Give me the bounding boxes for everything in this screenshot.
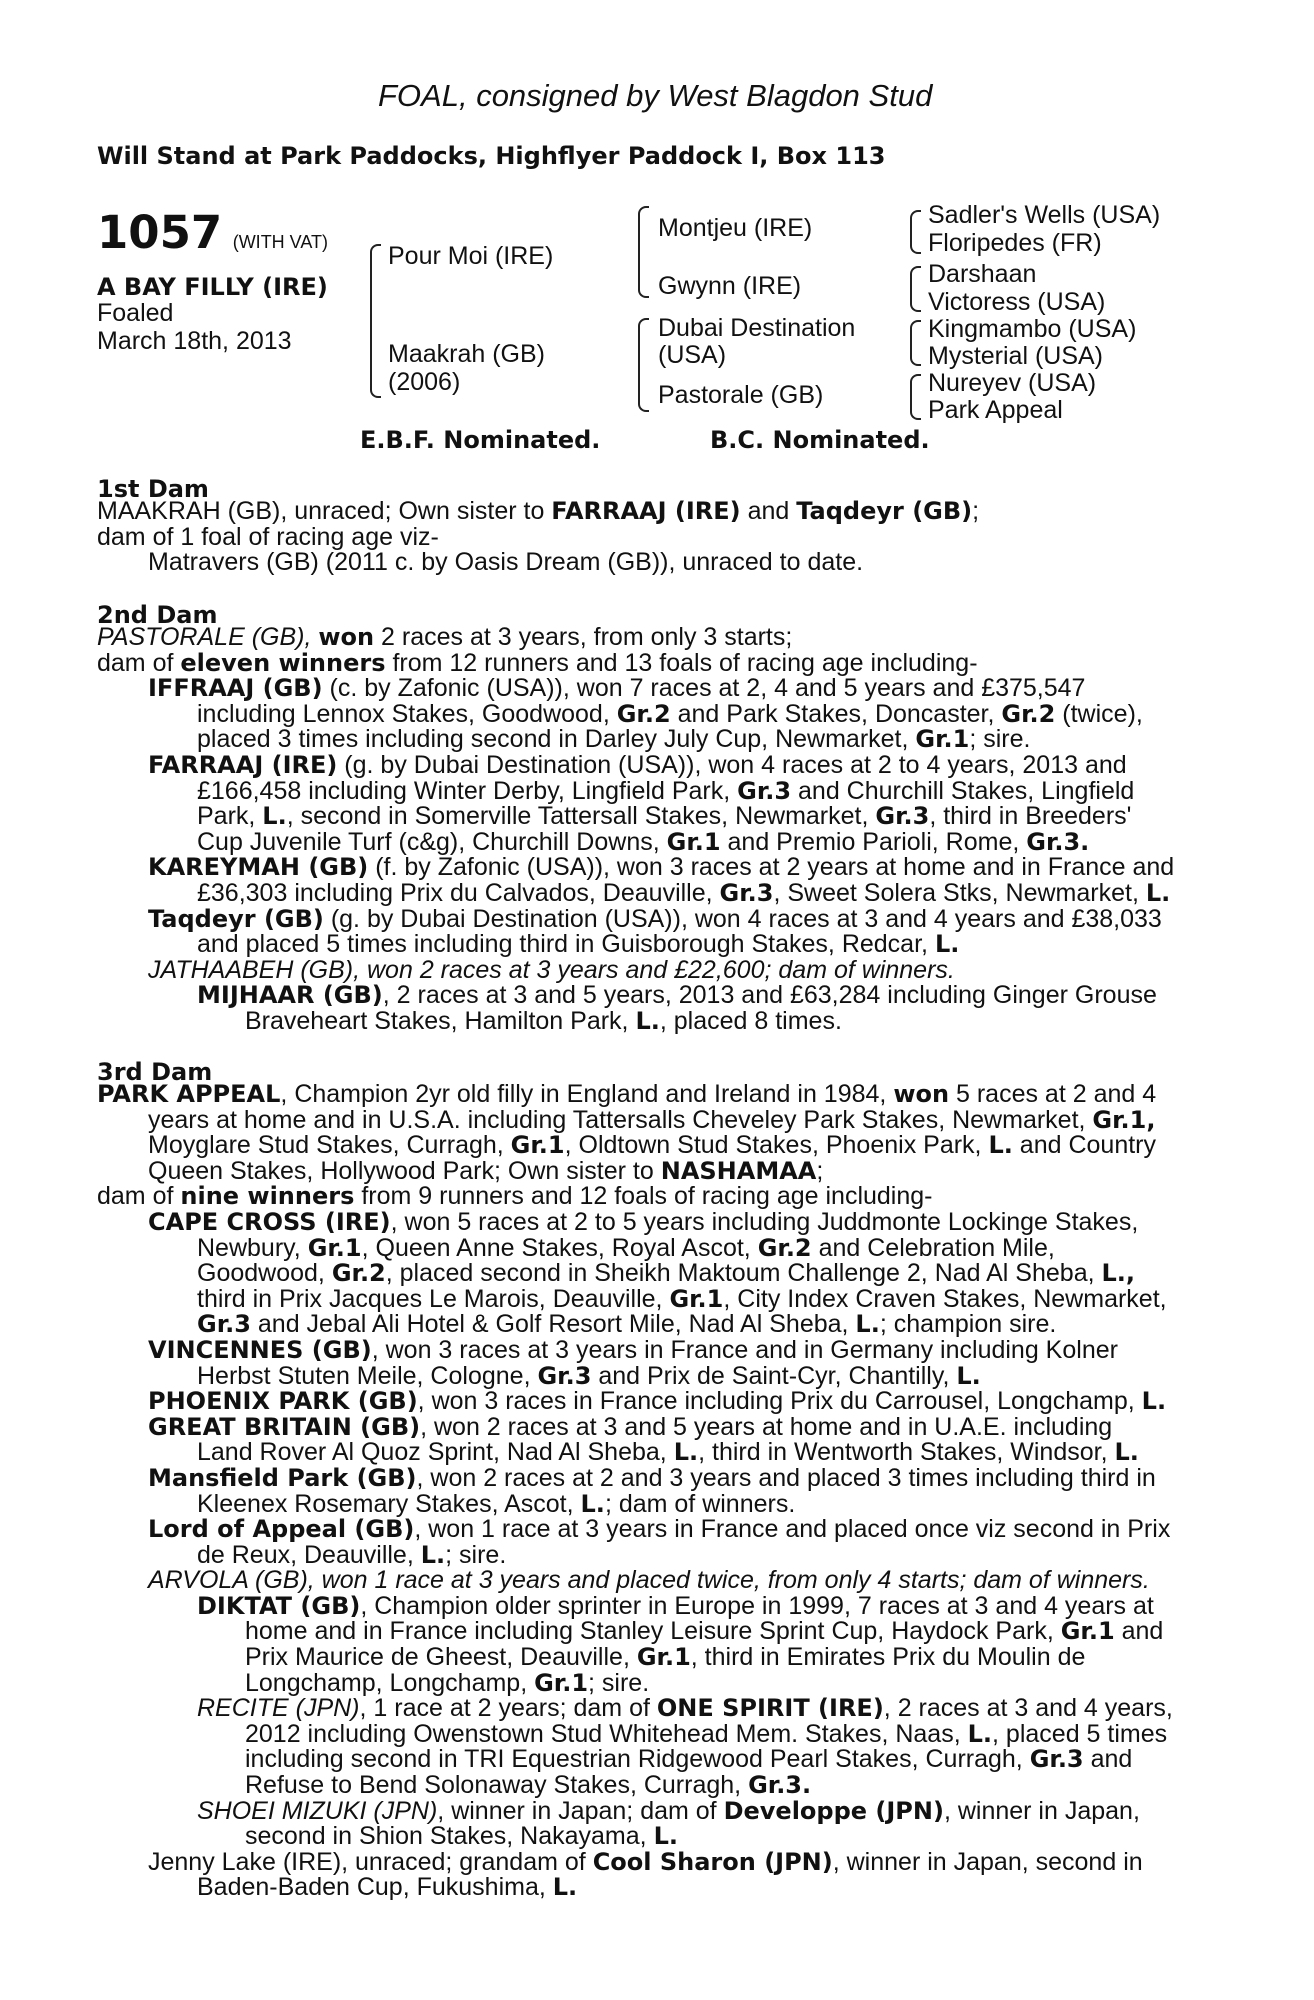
text-run: including Lennox Stakes, Goodwood, [197, 699, 617, 728]
text-run: L. [580, 1489, 605, 1518]
text-run: Gr.1 [636, 1643, 691, 1672]
pedigree-brace-3a [910, 210, 921, 254]
text-run: eleven winners [180, 648, 386, 677]
text-run: L. [653, 1822, 678, 1851]
text-line [97, 1261, 1197, 1287]
text-line [97, 1440, 1197, 1466]
text-run: Kleenex Rosemary Stakes, Ascot, [197, 1489, 581, 1518]
text-run: dam of [97, 648, 181, 677]
text-run: and Churchill Stakes, Lingfield [791, 776, 1135, 805]
text-run: home and in France including Stanley Leisure Sprint Cup, Haydock Park, [245, 1617, 1061, 1646]
text-line [97, 1773, 1197, 1799]
text-run: , City Index Craven Stakes, Newmarket, [723, 1284, 1167, 1313]
text-run: , placed 5 times [992, 1719, 1168, 1748]
text-run: Gr.1 [534, 1668, 589, 1697]
text-run: PHOENIX PARK (GB) [148, 1387, 418, 1416]
text-run: Gr.3. [748, 1771, 812, 1800]
text-run: and Premio Parioli, Rome, [720, 827, 1027, 856]
text-run: , second in Somerville Tattersall Stakes, Newmarket, [286, 802, 876, 831]
text-run: GREAT BRITAIN (GB) [148, 1412, 421, 1441]
text-run: , 2 races at 3 and 4 years, [883, 1694, 1173, 1723]
text-run: £166,458 including Winter Derby, Lingfield Park, [197, 776, 738, 805]
text-run: , winner in Japan; dam of [437, 1796, 724, 1825]
text-run: ; [816, 1156, 824, 1185]
text-line [97, 1133, 1197, 1159]
text-run: Gr.3 [719, 878, 774, 907]
text-line [97, 1645, 1197, 1671]
dams-sire-line2: (USA) [658, 341, 727, 369]
g3-sire-4: Nureyev (USA) [928, 369, 1097, 397]
text-run: won [318, 623, 375, 651]
text-run: , winner in Japan, [943, 1796, 1140, 1825]
text-run: , placed 8 times. [659, 1006, 842, 1035]
text-run: L. [635, 1006, 660, 1035]
text-line [97, 1875, 1197, 1901]
text-run: , Sweet Solera Stks, Newmarket, [773, 878, 1146, 907]
text-run: Newbury, [197, 1233, 308, 1262]
text-run: nine winners [180, 1182, 355, 1211]
text-run: Gr.1, [1092, 1105, 1156, 1134]
text-run: MIJHAAR (GB) [197, 981, 383, 1010]
text-run: ; sire. [588, 1668, 650, 1697]
first-dam-heading: 1st Dam [97, 475, 209, 503]
text-run: VINCENNES (GB) [148, 1335, 372, 1364]
pedigree-brace-2b [638, 318, 649, 412]
text-line [97, 1184, 1197, 1210]
text-run: , third in Breeders' [929, 802, 1132, 831]
text-run: Queen Stakes, Hollywood Park; Own sister to [148, 1156, 661, 1185]
text-line [97, 855, 1197, 881]
horse-name: A BAY FILLY (IRE) [97, 273, 328, 301]
text-run: second in Shion Stakes, Nakayama, [245, 1822, 654, 1851]
g3-sire-3: Kingmambo (USA) [928, 315, 1137, 343]
text-line [97, 1847, 1197, 1876]
text-line [97, 983, 1197, 1009]
text-run: Gr.1 [1060, 1617, 1115, 1646]
text-run: Gr.3 [1029, 1745, 1084, 1774]
bc-nominated: B.C. Nominated. [710, 426, 930, 454]
text-run: , placed second in Sheikh Maktoum Challenge 2, Nad Al Sheba, [385, 1259, 1102, 1288]
text-run: including second in TRI Equestrian Ridgewood Pearl Stakes, Curragh, [245, 1745, 1030, 1774]
text-run: years at home and in U.S.A. including Tattersalls Cheveley Park Stakes, Newmarket, [148, 1105, 1093, 1134]
text-run: from 9 runners and 12 foals of racing age including- [354, 1182, 933, 1211]
text-run: won [893, 1080, 950, 1108]
text-run: Gr.3. [1026, 827, 1090, 856]
text-line [97, 727, 1197, 753]
g3-dam-4: Park Appeal [928, 396, 1063, 424]
text-run: (twice), [1055, 699, 1143, 728]
text-run: , winner in Japan, second in [832, 1847, 1143, 1876]
text-line [97, 1719, 1197, 1748]
text-line [97, 625, 1197, 651]
text-run: ONE SPIRIT (IRE) [656, 1694, 884, 1723]
text-run: Taqdeyr (GB) [148, 904, 324, 933]
text-run: CAPE CROSS (IRE) [148, 1207, 391, 1236]
text-run: (g. by Dubai Destination (USA)), won 4 races at 2 to 4 years, 2013 and [337, 750, 1127, 779]
text-run: and Prix de Saint-Cyr, Chantilly, [591, 1361, 957, 1390]
text-run: Gr.1 [915, 725, 970, 754]
pedigree-brace-3b [910, 266, 921, 312]
text-run: Developpe (JPN) [723, 1796, 944, 1825]
text-run: Gr.3 [537, 1361, 592, 1390]
text-run: from 12 runners and 13 foals of racing age including- [385, 648, 978, 677]
text-run: KAREYMAH (GB) [148, 853, 369, 882]
text-line [97, 1207, 1197, 1236]
text-run: , won 3 races at 3 years in France and in Germany including Kolner [371, 1335, 1118, 1364]
text-run: L. [1145, 878, 1171, 907]
text-line: ARVOLA (GB), won 1 race at 3 years and placed twice, from only 4 starts; dam of winners. [148, 1566, 1150, 1595]
foaled-date: March 18th, 2013 [97, 327, 292, 355]
text-run: Lord of Appeal (GB) [148, 1515, 415, 1544]
pedigree-brace-3c [910, 320, 921, 366]
text-run: Gr.2 [616, 699, 671, 728]
text-run: and Celebration Mile, [811, 1233, 1055, 1262]
text-run: de Reux, Deauville, [197, 1540, 421, 1569]
text-run: 2 races at 3 years, from only 3 starts; [374, 623, 793, 651]
sires-dam: Gwynn (IRE) [658, 272, 802, 300]
pedigree-brace-2a [638, 206, 649, 298]
text-run: L. [420, 1540, 446, 1569]
text-run: PARK APPEAL [97, 1080, 281, 1108]
dams-sire-line1: Dubai Destination [658, 314, 856, 342]
second-dam-text [97, 625, 1197, 1035]
text-run: L. [956, 1361, 981, 1390]
pedigree-brace-1 [370, 244, 381, 398]
text-line [97, 1284, 1197, 1313]
text-line [97, 1619, 1197, 1645]
vat-note: (WITH VAT) [232, 232, 329, 252]
first-dam-l1c: and [740, 497, 797, 525]
first-dam-taqdeyr: Taqdeyr (GB) [796, 497, 973, 525]
text-run: , 1 race at 2 years; dam of [359, 1694, 657, 1723]
text-run: Refuse to Bend Solonaway Stakes, Curragh, [245, 1771, 749, 1800]
text-line [97, 1006, 1197, 1035]
text-run: Baden-Baden Cup, Fukushima, [197, 1873, 553, 1902]
dam-year: (2006) [388, 368, 461, 396]
first-dam-l2: dam of 1 foal of racing age viz- [97, 522, 439, 551]
consignment-title: FOAL, consigned by West Blagdon Stud [378, 78, 933, 113]
text-run: Longchamp, Longchamp, [245, 1668, 535, 1697]
text-line [97, 932, 1197, 958]
text-run: Gr.2 [331, 1259, 386, 1288]
third-dam-text [97, 1082, 1197, 1901]
text-run: L. [855, 1310, 880, 1339]
text-run: , won 5 races at 2 to 5 years including Juddmonte Lockinge Stakes, [390, 1207, 1139, 1236]
text-line [97, 1105, 1197, 1134]
text-line [97, 1412, 1197, 1441]
text-run: , won 1 race at 3 years in France and placed once viz second in Prix [414, 1515, 1171, 1544]
text-run: , won 3 races in France including Prix du Carrousel, Longchamp, [417, 1387, 1142, 1416]
g3-dam-2: Victoress (USA) [928, 288, 1106, 316]
text-run: Land Rover Al Quoz Sprint, Nad Al Sheba, [197, 1438, 674, 1467]
text-run: L. [552, 1873, 578, 1902]
text-run: and Jebal Ali Hotel & Golf Resort Mile, Nad Al Sheba, [250, 1310, 856, 1339]
lot-number: 1057 [97, 206, 223, 259]
text-run: SHOEI MIZUKI (JPN) [197, 1796, 438, 1825]
text-line [97, 750, 1197, 779]
text-line [97, 1591, 1197, 1620]
text-run: Moyglare Stud Stakes, Curragh, [148, 1131, 511, 1160]
sires-sire: Montjeu (IRE) [658, 214, 813, 242]
text-run: Gr.2 [1001, 699, 1056, 728]
text-run: (g. by Dubai Destination (USA)), won 4 races at 3 and 4 years and £38,033 [323, 904, 1162, 933]
text-run: £36,303 including Prix du Calvados, Deauville, [197, 878, 720, 907]
text-run: , third in Wentworth Stakes, Windsor, [698, 1438, 1115, 1467]
text-run: and [1083, 1745, 1133, 1774]
text-line [97, 676, 1197, 702]
text-run: , third in Emirates Prix du Moulin de [690, 1643, 1086, 1672]
text-line [97, 827, 1197, 856]
text-run: 5 races at 2 and 4 [949, 1080, 1157, 1108]
text-line [97, 804, 1197, 830]
text-run: IFFRAAJ (GB) [148, 674, 323, 703]
text-run: NASHAMAA [660, 1156, 817, 1185]
ebf-nominated: E.B.F. Nominated. [360, 426, 601, 454]
lot-number-block [97, 206, 328, 259]
text-line [97, 1389, 1197, 1415]
text-run: Jenny Lake (IRE), unraced; grandam of [148, 1847, 593, 1876]
text-line [97, 1824, 1197, 1850]
text-run: , Queen Anne Stakes, Royal Ascot, [361, 1233, 758, 1262]
first-dam-l1e: ; [972, 497, 980, 525]
text-run: L. [967, 1719, 993, 1748]
text-run: L. [934, 930, 960, 959]
text-run: ; dam of winners. [604, 1489, 796, 1518]
g3-dam-1: Floripedes (FR) [928, 229, 1102, 257]
g3-dam-3: Mysterial (USA) [928, 342, 1104, 370]
text-line [97, 1335, 1197, 1364]
text-line [97, 1796, 1197, 1825]
text-run: placed 3 times including second in Darley July Cup, Newmarket, [197, 725, 916, 754]
text-run: Park, [197, 802, 263, 831]
text-run: Gr.1 [307, 1233, 362, 1262]
first-dam-l1a: MAAKRAH (GB), unraced; Own sister to [97, 497, 552, 525]
text-run: ; sire. [445, 1540, 507, 1569]
text-run: and placed 5 times including third in Guisborough Stakes, Redcar, [197, 930, 935, 959]
foaled-label: Foaled [97, 299, 174, 327]
sire: Pour Moi (IRE) [388, 242, 554, 270]
text-run: Cool Sharon (JPN) [592, 1847, 833, 1876]
first-dam-text [97, 499, 1197, 576]
text-run: Gr.3 [875, 802, 930, 831]
text-run: Gr.2 [757, 1233, 812, 1262]
g3-sire-2: Darshaan [928, 260, 1037, 288]
text-run: Herbst Stuten Meile, Cologne, [197, 1361, 538, 1390]
text-line [97, 1540, 1197, 1569]
text-line [97, 1668, 1197, 1697]
text-run: , 2 races at 3 and 5 years, 2013 and £63,284 including Ginger Grouse [382, 981, 1157, 1010]
text-line [97, 1489, 1197, 1518]
text-run: third in Prix Jacques Le Marois, Deauville, [197, 1284, 670, 1313]
text-run: ; champion sire. [879, 1310, 1057, 1339]
text-line [97, 1361, 1197, 1390]
text-run: Prix Maurice de Gheest, Deauville, [245, 1643, 637, 1672]
text-run: 2012 including Owenstown Stud Whitehead Mem. Stakes, Naas, [245, 1719, 968, 1748]
text-line [97, 1233, 1197, 1262]
text-run: ; sire. [969, 725, 1031, 754]
text-run: Gr.3 [197, 1310, 251, 1339]
second-dam-heading: 2nd Dam [97, 601, 218, 629]
text-run: RECITE (JPN) [197, 1694, 360, 1723]
text-run: DIKTAT (GB) [197, 1591, 361, 1620]
text-line: JATHAABEH (GB), won 2 races at 3 years and £22,600; dam of winners. [148, 955, 955, 984]
text-line [97, 1696, 1197, 1722]
text-line [97, 1517, 1197, 1543]
dam: Maakrah (GB) [388, 340, 545, 368]
text-run: Gr.1 [666, 827, 721, 856]
text-run: Cup Juvenile Turf (c&g), Churchill Downs, [197, 827, 667, 856]
text-run: L. [1114, 1438, 1139, 1467]
text-run: L., [1101, 1259, 1136, 1288]
text-line [97, 1747, 1197, 1773]
text-run: PASTORALE (GB), [97, 623, 319, 651]
text-run: , Champion 2yr old filly in England and Ireland in 1984, [280, 1080, 894, 1108]
text-line [97, 499, 1197, 525]
text-run: (f. by Zafonic (USA)), won 3 races at 2 years at home and in France and [368, 853, 1175, 882]
text-run: dam of [97, 1182, 181, 1211]
g3-sire-1: Sadler's Wells (USA) [928, 201, 1161, 229]
text-line [97, 699, 1197, 728]
text-run: (c. by Zafonic (USA)), won 7 races at 2, 4 and 5 years and £375,547 [322, 674, 1086, 703]
text-run: Braveheart Stakes, Hamilton Park, [245, 1006, 636, 1035]
text-line [97, 1312, 1197, 1338]
first-dam-l3: Matravers (GB) (2011 c. by Oasis Dream (GB)), unraced to date. [148, 548, 864, 577]
text-run: L. [262, 802, 287, 831]
text-run: L. [988, 1131, 1013, 1160]
text-line [97, 776, 1197, 805]
text-run: Gr.1 [669, 1284, 724, 1313]
text-run: L. [673, 1438, 699, 1467]
text-run: and Country [1012, 1131, 1156, 1160]
pedigree-brace-3d [910, 374, 921, 420]
text-run: Gr.3 [737, 776, 792, 805]
text-line [97, 1463, 1197, 1492]
text-run: FARRAAJ (IRE) [148, 750, 338, 779]
text-run: and Park Stakes, Doncaster, [670, 699, 1002, 728]
text-line [97, 648, 1197, 677]
text-line [97, 1156, 1197, 1185]
text-run: , won 2 races at 2 and 3 years and placed 3 times including third in [416, 1463, 1156, 1492]
text-run: , Champion older sprinter in Europe in 1999, 7 races at 3 and 4 years at [360, 1591, 1154, 1620]
text-run: Mansfield Park (GB) [148, 1463, 417, 1492]
text-run: and [1114, 1617, 1164, 1646]
first-dam-farraaj: FARRAAJ (IRE) [551, 497, 741, 525]
dams-dam: Pastorale (GB) [658, 381, 824, 409]
third-dam-heading: 3rd Dam [97, 1058, 213, 1086]
text-line [97, 1082, 1197, 1108]
text-run: L. [1141, 1387, 1167, 1416]
text-run: Gr.1 [510, 1131, 565, 1160]
text-line [97, 878, 1197, 907]
location-line: Will Stand at Park Paddocks, Highflyer Paddock I, Box 113 [97, 142, 886, 170]
text-line [97, 904, 1197, 933]
text-run: , won 2 races at 3 and 5 years at home and in U.A.E. including [420, 1412, 1113, 1441]
text-run: Goodwood, [197, 1259, 332, 1288]
text-run: , Oldtown Stud Stakes, Phoenix Park, [564, 1131, 989, 1160]
